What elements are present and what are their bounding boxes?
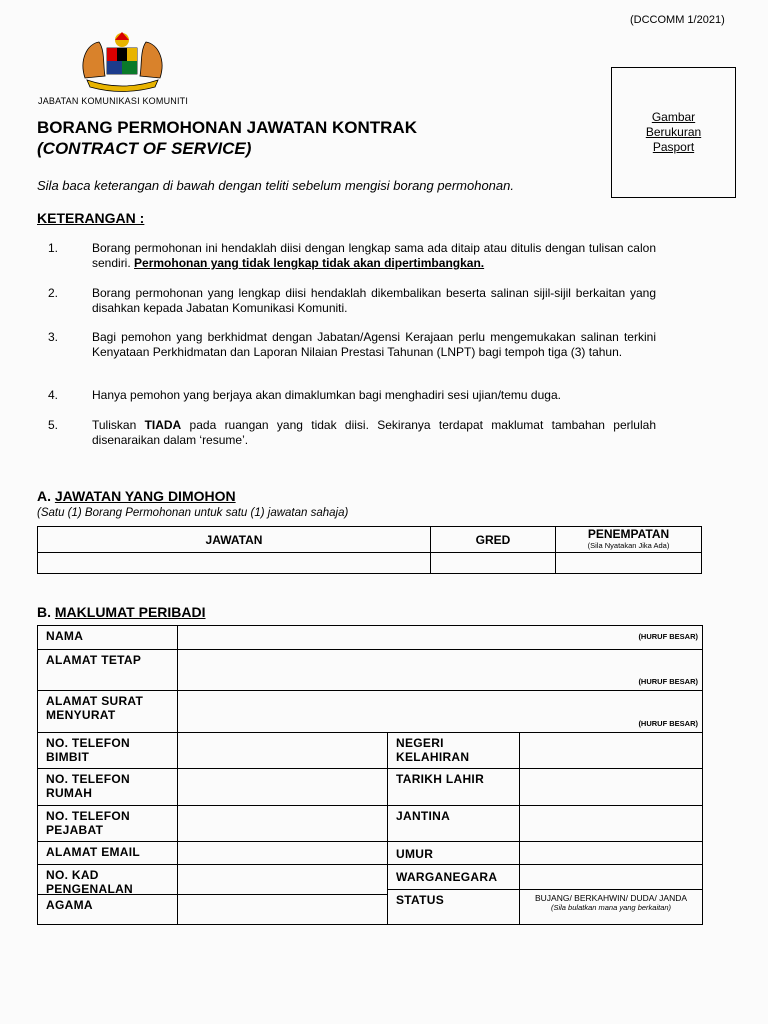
item-text: pada ruangan yang tidak diisi. Sekiranya terdapat maklumat tambahan perlulah disenaraikan dalam ‘resume’. [92, 418, 656, 447]
label-status: STATUS [388, 890, 520, 925]
status-note: (Sila bulatkan mana yang berkaitan) [550, 903, 672, 912]
section-b-heading [37, 604, 206, 620]
malaysia-coat-of-arms-logo [75, 30, 170, 92]
label-kad-agama [38, 865, 178, 925]
kad-field[interactable] [178, 865, 387, 895]
label-negeri: NEGERI KELAHIRAN [388, 733, 520, 769]
item-number: 3. [48, 330, 59, 344]
label-alamat-surat: ALAMAT SURAT MENYURAT [38, 691, 178, 733]
huruf-besar-note: (HURUF BESAR) [638, 632, 699, 641]
form-reference-code: (DCCOMM 1/2021) [630, 14, 725, 26]
instruction-item [48, 418, 656, 448]
section-b-title: MAKLUMAT PERIBADI [54, 604, 206, 620]
photo-box-line: Berukuran [645, 125, 702, 139]
negeri-field[interactable] [520, 733, 703, 769]
instruction-item [48, 241, 656, 271]
instruction-item [48, 330, 656, 360]
item-text: Bagi pemohon yang berkhidmat dengan Jabatan/Agensi Kerajaan perlu mengemukakan salinan terkini Kenyataan Perkhidmatan dan Laporan Nilaian Prestasi Tahunan (LNPT) bagi tempoh tiga (3) tahun. [92, 330, 656, 359]
item-emphasis: Permohonan yang tidak lengkap tidak akan dipertimbangkan. [134, 256, 485, 270]
personal-info-table [37, 625, 703, 925]
photo-box-line: Gambar [651, 110, 696, 124]
alamat-surat-field[interactable] [178, 691, 703, 733]
col-penempatan-note: (Sila Nyatakan Jika Ada) [587, 540, 670, 550]
form-subtitle: (CONTRACT OF SERVICE) [37, 139, 252, 158]
email-field[interactable] [178, 842, 388, 865]
form-title: BORANG PERMOHONAN JAWATAN KONTRAK [37, 118, 417, 137]
label-kad: NO. KAD PENGENALAN [38, 865, 177, 895]
status-options[interactable] [520, 890, 703, 925]
department-name: JABATAN KOMUNIKASI KOMUNITI [38, 96, 189, 106]
section-a-prefix: A. [37, 488, 55, 504]
jantina-field[interactable] [520, 806, 703, 842]
photo-box-line: Pasport [652, 140, 695, 154]
penempatan-field[interactable] [556, 553, 702, 574]
tel-bimbit-field[interactable] [178, 733, 388, 769]
item-number: 4. [48, 388, 59, 402]
item-text: Borang permohonan yang lengkap diisi hendaklah dikembalikan beserta salinan sijil-sijil berkaitan yang disahkan kepada Jabatan Komunikasi Komuniti. [92, 286, 656, 315]
jawatan-field[interactable] [38, 553, 431, 574]
section-a-note: (Satu (1) Borang Permohonan untuk satu (1) jawatan sahaja) [37, 507, 349, 519]
passport-photo-box [611, 67, 736, 198]
label-alamat-tetap: ALAMAT TETAP [38, 650, 178, 691]
label-tel-pejabat: NO. TELEFON PEJABAT [38, 806, 178, 842]
col-jawatan: JAWATAN [38, 527, 431, 553]
item-bold: TIADA [144, 418, 182, 432]
section-a-title: JAWATAN YANG DIMOHON [54, 488, 236, 504]
alamat-tetap-field[interactable] [178, 650, 703, 691]
label-nama: NAMA [38, 626, 178, 650]
item-text-pre: Tuliskan [92, 418, 145, 432]
section-b-prefix: B. [37, 604, 55, 620]
label-jantina: JANTINA [388, 806, 520, 842]
tarikh-field[interactable] [520, 769, 703, 806]
intro-instruction: Sila baca keterangan di bawah dengan teliti sebelum mengisi borang permohonan. [37, 178, 514, 193]
tel-rumah-field[interactable] [178, 769, 388, 806]
keterangan-heading: KETERANGAN : [37, 210, 145, 226]
item-number: 1. [48, 241, 59, 255]
kad-agama-fields[interactable] [178, 865, 388, 925]
col-gred: GRED [431, 527, 556, 553]
col-penempatan-label: PENEMPATAN [587, 526, 670, 541]
item-text: Borang permohonan ini hendaklah diisi dengan lengkap sama ada ditaip atau ditulis dengan tulisan calon sendiri. [92, 241, 656, 270]
item-number: 5. [48, 418, 59, 432]
umur-field[interactable] [520, 842, 703, 865]
section-a-heading [37, 488, 236, 504]
label-tarikh: TARIKH LAHIR [388, 769, 520, 806]
huruf-besar-note: (HURUF BESAR) [638, 719, 699, 728]
tel-pejabat-field[interactable] [178, 806, 388, 842]
col-penempatan [556, 527, 702, 553]
label-tel-rumah: NO. TELEFON RUMAH [38, 769, 178, 806]
position-table [37, 526, 702, 574]
item-number: 2. [48, 286, 59, 300]
instruction-item [48, 286, 656, 316]
label-email: ALAMAT EMAIL [38, 842, 178, 865]
status-options-text: BUJANG/ BERKAHWIN/ DUDA/ JANDA [534, 893, 688, 903]
instruction-item [48, 388, 656, 403]
warganegara-field[interactable] [520, 865, 703, 890]
gred-field[interactable] [431, 553, 556, 574]
label-agama: AGAMA [46, 898, 93, 912]
nama-field[interactable] [178, 626, 703, 650]
label-umur: UMUR [388, 842, 520, 865]
label-warganegara: WARGANEGARA [388, 865, 520, 890]
huruf-besar-note: (HURUF BESAR) [638, 677, 699, 686]
item-text: Hanya pemohon yang berjaya akan dimaklumkan bagi menghadiri sesi ujian/temu duga. [92, 388, 561, 402]
label-tel-bimbit: NO. TELEFON BIMBIT [38, 733, 178, 769]
